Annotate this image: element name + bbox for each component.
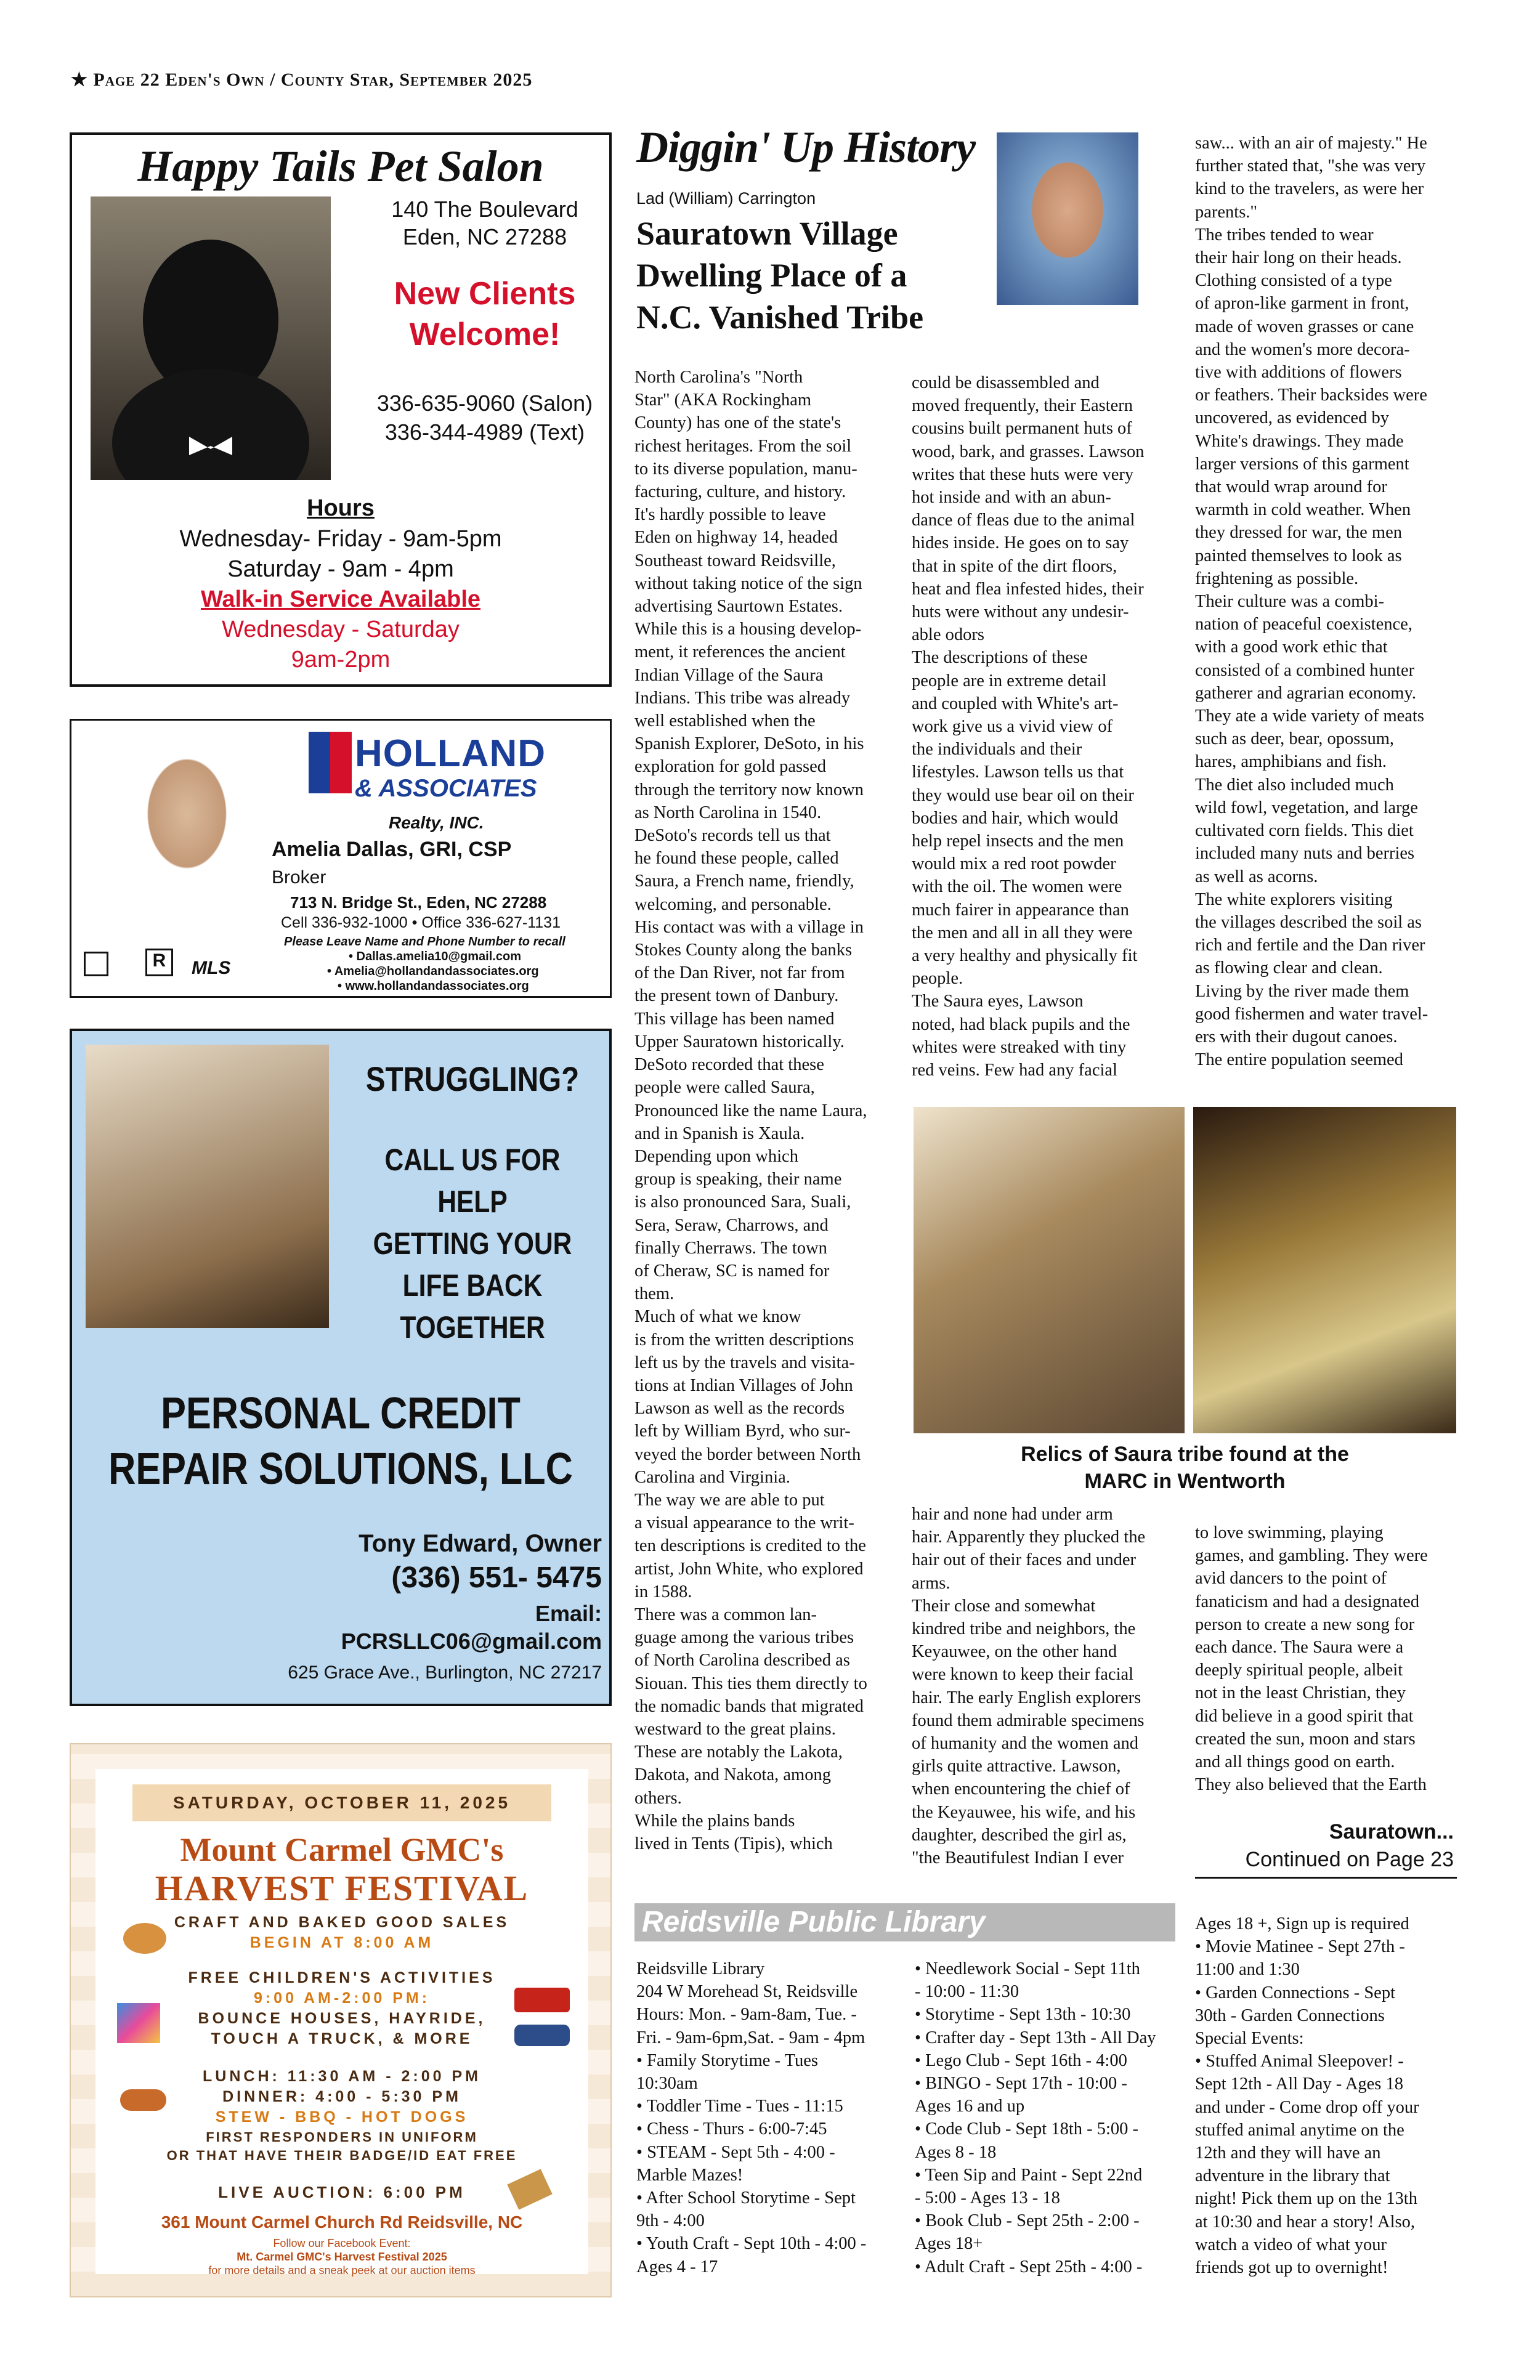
article-headline-2: Dwelling Place of a <box>636 257 907 294</box>
harvest-kids-time: 9:00 AM-2:00 PM: <box>253 1989 431 2007</box>
agent-website: • www.hollandandassociates.org <box>338 979 529 993</box>
hours-title: Hours <box>307 495 375 521</box>
harvest-auction: LIVE AUCTION: 6:00 PM <box>218 2183 466 2201</box>
holland-logo-bottom: & ASSOCIATES <box>355 775 537 802</box>
walkin-days: Wednesday - Saturday <box>222 617 460 642</box>
realtor-icon: R <box>145 949 173 976</box>
pie-icon <box>123 1923 166 1954</box>
holland-realty: Realty, INC. <box>389 813 484 832</box>
harvest-title-2: HARVEST FESTIVAL <box>155 1868 529 1908</box>
harvest-kids: FREE CHILDREN'S ACTIVITIES <box>188 1969 496 1986</box>
credit-repair-ad <box>70 1029 612 1706</box>
worried-woman-photo <box>86 1045 329 1328</box>
pet-salon-ad <box>70 132 612 687</box>
credit-email: PCRSLLC06@gmail.com <box>341 1629 602 1654</box>
walkin-hours: 9am-2pm <box>291 647 391 673</box>
equal-housing-icon <box>84 952 108 976</box>
agent-photo <box>96 730 278 939</box>
hot-dog-icon <box>120 2089 166 2111</box>
walkin-available: Walk-in Service Available <box>200 586 481 612</box>
pet-address-1: 140 The Boulevard <box>391 196 578 222</box>
new-clients-welcome: New Clients Welcome! <box>394 276 576 352</box>
agent-phones: Cell 336-932-1000 • Office 336-627-1131 <box>281 914 561 931</box>
call-line-5: TOGETHER <box>400 1310 545 1345</box>
credit-address: 625 Grace Ave., Burlington, NC 27217 <box>288 1662 602 1683</box>
dog-illustration <box>91 196 331 480</box>
hours-weekday: Wednesday- Friday - 9am-5pm <box>179 526 502 552</box>
police-car-icon <box>514 2025 570 2046</box>
harvest-menu: STEW - BBQ - HOT DOGS <box>215 2108 469 2126</box>
photo-caption-2: MARC in Wentworth <box>1084 1470 1286 1493</box>
article-headline-3: N.C. Vanished Tribe <box>636 299 924 336</box>
holland-logo-mark <box>309 732 352 793</box>
agent-role: Broker <box>272 867 326 888</box>
holland-ad <box>70 719 612 998</box>
harvest-responders-1: FIRST RESPONDERS IN UNIFORM <box>206 2129 478 2145</box>
harvest-festival-ad <box>70 1743 612 2297</box>
photo-caption-1: Relics of Saura tribe found at the <box>1021 1443 1349 1466</box>
library-column-1: Reidsville Library 204 W Morehead St, Reidsville Hours: Mon. - 9am-8am, Tue. - Fri. - 9am-6pm,Sat. - 9am - 4pm • Family Storytime - Tues 10:30am • Toddler Time - Tues - 11:15 • Chess - Thurs - 6:00-7:45 • STEAM - Sept 5th - 4:00 - Marble Mazes! • After School Storytime - Sept 9th - 4:00 • Youth Craft - Sept 10th - 4:00 - Ages 4 - 17 <box>636 1959 867 2277</box>
call-line-4: LIFE BACK <box>402 1268 543 1303</box>
harvest-touch: TOUCH A TRUCK, & MORE <box>211 2030 473 2047</box>
harvest-bounce: BOUNCE HOUSES, HAYRIDE, <box>198 2010 486 2027</box>
harvest-begin: BEGIN AT 8:00 AM <box>249 1934 434 1951</box>
struggling-heading: STRUGGLING? <box>365 1059 580 1098</box>
pet-salon-title: Happy Tails Pet Salon <box>137 142 544 191</box>
article-column-1: North Carolina's "North Star" (AKA Rockingham County) has one of the state's richest heritages. From the soil to its diverse population, manu- facturing, culture, and history. It's hardly possible to leave Eden on highway 14, headed Southeast toward Reidsville, without taking notice of the sign advertising Saurtown Estates. While this is a housing develop- ment, it references the ancient Indian Village of the Saura Indians. This tribe was already well established when the Spanish Explorer, DeSoto, in his exploration for gold passed through the territory now known as North Carolina in 1540. DeSoto's records tell us that he found these people, called Saura, a French name, friendly, welcoming, and personable. His contact was with a village in Stokes County along the banks of the Dan River, not far from the present town of Danbury. This village has been named Upper Sauratown historically. DeSoto recorded that these people were called Saura, Pronounced like the name Laura, and in Spanish is Xaula. Depending upon which group is speaking, their name is also pronounced Sara, Suali, Sera, Seraw, Charrows, and finally Cherraws. The town of Cheraw, SC is named for them. Much of what we know is from the written descriptions left us by the travels and visita- tions at Indian Villages of John Lawson as well as the records left by William Byrd, who sur- veyed the border between North Carolina and Virginia. The way we are able to put a visual appearance to the writ- ten descriptions is credited to the artist, John White, who explored in 1588. There was a common lan- guage among the various tribes of North Carolina described as Siouan. This ties them directly to the nomadic bands that migrated westward to the great plains. These are notably the Lakota, Dakota, and Nakota, among others. While the plains bands lived in Tents (Tipis), which <box>634 368 867 1853</box>
call-line-3: GETTING YOUR <box>373 1226 572 1261</box>
company-line-1: PERSONAL CREDIT <box>161 1389 521 1438</box>
column-title: Diggin' Up History <box>636 123 976 172</box>
harvest-lunch: LUNCH: 11:30 AM - 2:00 PM <box>203 2068 481 2085</box>
article-byline: Lad (William) Carrington <box>636 189 816 208</box>
continued-rule <box>1195 1877 1457 1879</box>
saura-woman-photo <box>1193 1107 1456 1433</box>
agent-email-2: • Amelia@hollandandassociates.org <box>327 965 539 978</box>
article-column-2b: hair and none had under arm hair. Apparently they plucked the hair out of their faces and under arms. Their close and somewhat kindred tribe and neighbors, the Keyauwee, on the other hand were known to keep their facial hair. The early English explorers found them admirable specimens of humanity and the women and girls quite attractive. Lawson, when encountering the chief of the Keyauwee, his wife, and his daughter, described the girl as, "the Beautifulest Indian I ever <box>912 1505 1146 1868</box>
harvest-craft: CRAFT AND BAKED GOOD SALES <box>174 1914 510 1931</box>
harvest-date-banner: SATURDAY, OCTOBER 11, 2025 <box>132 1784 551 1821</box>
article-column-3b: to love swimming, playing games, and gambling. They were avid dancers to the point of fanaticism and had a designated person to create a new song for each dance. The Saura were a deeply spiritual people, albeit not in the least Christian, they did believe in a good spirit that created the sun, moon and stars and all things good on earth. They also believed that the Earth <box>1195 1523 1428 1795</box>
company-line-2: REPAIR SOLUTIONS, LLC <box>108 1444 573 1494</box>
bounce-house-icon <box>117 2003 160 2043</box>
credit-email-label: Email: <box>535 1601 602 1626</box>
pet-phone-text: 336-344-4989 (Text) <box>384 419 585 445</box>
credit-phone: (336) 551- 5475 <box>391 1561 602 1594</box>
harvest-title-1: Mount Carmel GMC's <box>180 1831 504 1868</box>
article-column-2a: could be disassembled and moved frequently, their Eastern cousins built permanent huts of wood, bark, and grasses. Lawson writes that these huts were very hot inside and with an abun- dance of fleas due to the animal hides inside. He goes on to say that in spite of the dirt floors, heat and flea infested hides, their huts were without any undesir- able odors The descriptions of these people are in extreme detail and coupled with White's art- work give us a vivid view of the individuals and their lifestyles. Lawson tells us that they would use bear oil on their bodies and hair, which would help repel insects and the men would mix a red root powder with the oil. The women were much fairer in appearance than the men and all in all they were a very healthy and physically fit people. The Saura eyes, Lawson noted, had black pupils and the whites were streaked with tiny red veins. Few had any facial <box>912 373 1145 1080</box>
pet-address-2: Eden, NC 27288 <box>402 224 567 249</box>
dog-photo <box>91 196 331 480</box>
hours-saturday: Saturday - 9am - 4pm <box>227 556 454 582</box>
article-headline-1: Sauratown Village <box>636 215 898 252</box>
article-column-3a: saw... with an air of majesty." He further stated that, "she was very kind to the travelers, as were her parents." The tribes tended to wear their hair long on their heads. Clothing consisted of a type of apron-like garment in front, made of woven grasses or cane and the women's more decora- tive with additions of flowers or feathers. Their backsides were uncovered, as evidenced by White's drawings. They made larger versions of this garment that would wrap around for warmth in cold weather. When they dressed for war, the men painted themselves to look as frightening as possible. Their culture was a combi- nation of peaceful coexistence, with a good work ethic that consisted of a combined hunter gatherer and agrarian economy. They ate a wide variety of meats such as deer, bear, opossum, hares, amphibians and fish. The diet also included much wild fowl, vegetation, and large cultivated corn fields. This diet included many nuts and berries as well as acorns. The white explorers visiting the villages described the soil as rich and fertile and the Dan river as flowing clear and clean. Living by the river made them good fishermen and water travel- ers with their dugout canoes. The entire population seemed <box>1195 134 1429 1070</box>
library-title: Reidsville Public Library <box>634 1903 1175 1941</box>
credit-owner: Tony Edward, Owner <box>359 1530 602 1557</box>
harvest-address: 361 Mount Carmel Church Rd Reidsville, NC <box>161 2212 523 2232</box>
relics-photo <box>914 1107 1185 1433</box>
pet-phone-salon: 336-635-9060 (Salon) <box>376 391 593 416</box>
agent-email-1: • Dallas.amelia10@gmail.com <box>349 950 521 963</box>
library-column-3: Ages 18 +, Sign up is required • Movie Matinee - Sept 27th - 11:00 and 1:30 • Garden Connections - Sept 30th - Garden Connections Special Events: • Stuffed Animal Sleepover! - Sept 12th - All Day - Ages 18 and under - Come drop off your stuffed animal anytime on the 12th and they will have an adventure in the library that night! Pick them up on the 13th at 10:30 and hear a story! Also, watch a video of what your friends got up to overnight! <box>1195 1914 1419 2278</box>
harvest-responders-2: OR THAT HAVE THEIR BADGE/ID EAT FREE <box>166 2148 517 2163</box>
holland-logo-top: HOLLAND <box>355 732 546 775</box>
call-line-2: HELP <box>437 1184 508 1219</box>
tractor-icon <box>514 1988 570 2012</box>
harvest-dinner: DINNER: 4:00 - 5:30 PM <box>222 2088 461 2105</box>
mls-logo: MLS <box>192 958 231 978</box>
call-line-1: CALL US FOR <box>384 1143 561 1177</box>
agent-name: Amelia Dallas, GRI, CSP <box>272 838 512 861</box>
agent-note: Please Leave Name and Phone Number to recall <box>284 935 565 949</box>
continued-title: Sauratown... <box>1329 1820 1454 1844</box>
harvest-facebook-2: Mt. Carmel GMC's Harvest Festival 2025 <box>237 2251 447 2263</box>
harvest-facebook-3: for more details and a sneak peek at our auction items <box>208 2264 476 2277</box>
agent-address: 713 N. Bridge St., Eden, NC 27288 <box>290 893 547 912</box>
continued-page: Continued on Page 23 <box>1245 1848 1454 1871</box>
author-photo <box>997 132 1138 305</box>
library-column-2: • Needlework Social - Sept 11th - 10:00 - 11:30 • Storytime - Sept 13th - 10:30 • Crafter day - Sept 13th - All Day • Lego Club - Sept 16th - 4:00 • BINGO - Sept 17th - 10:00 - Ages 16 and up • Code Club - Sept 18th - 5:00 - Ages 8 - 18 • Teen Sip and Paint - Sept 22nd - 5:00 - Ages 13 - 18 • Book Club - Sept 25th - 2:00 - Ages 18+ • Adult Craft - Sept 25th - 4:00 - <box>915 1959 1156 2277</box>
page-header: ★ Page 22 Eden's Own / County Star, September 2025 <box>71 70 533 90</box>
harvest-facebook-1: Follow our Facebook Event: <box>273 2237 411 2249</box>
